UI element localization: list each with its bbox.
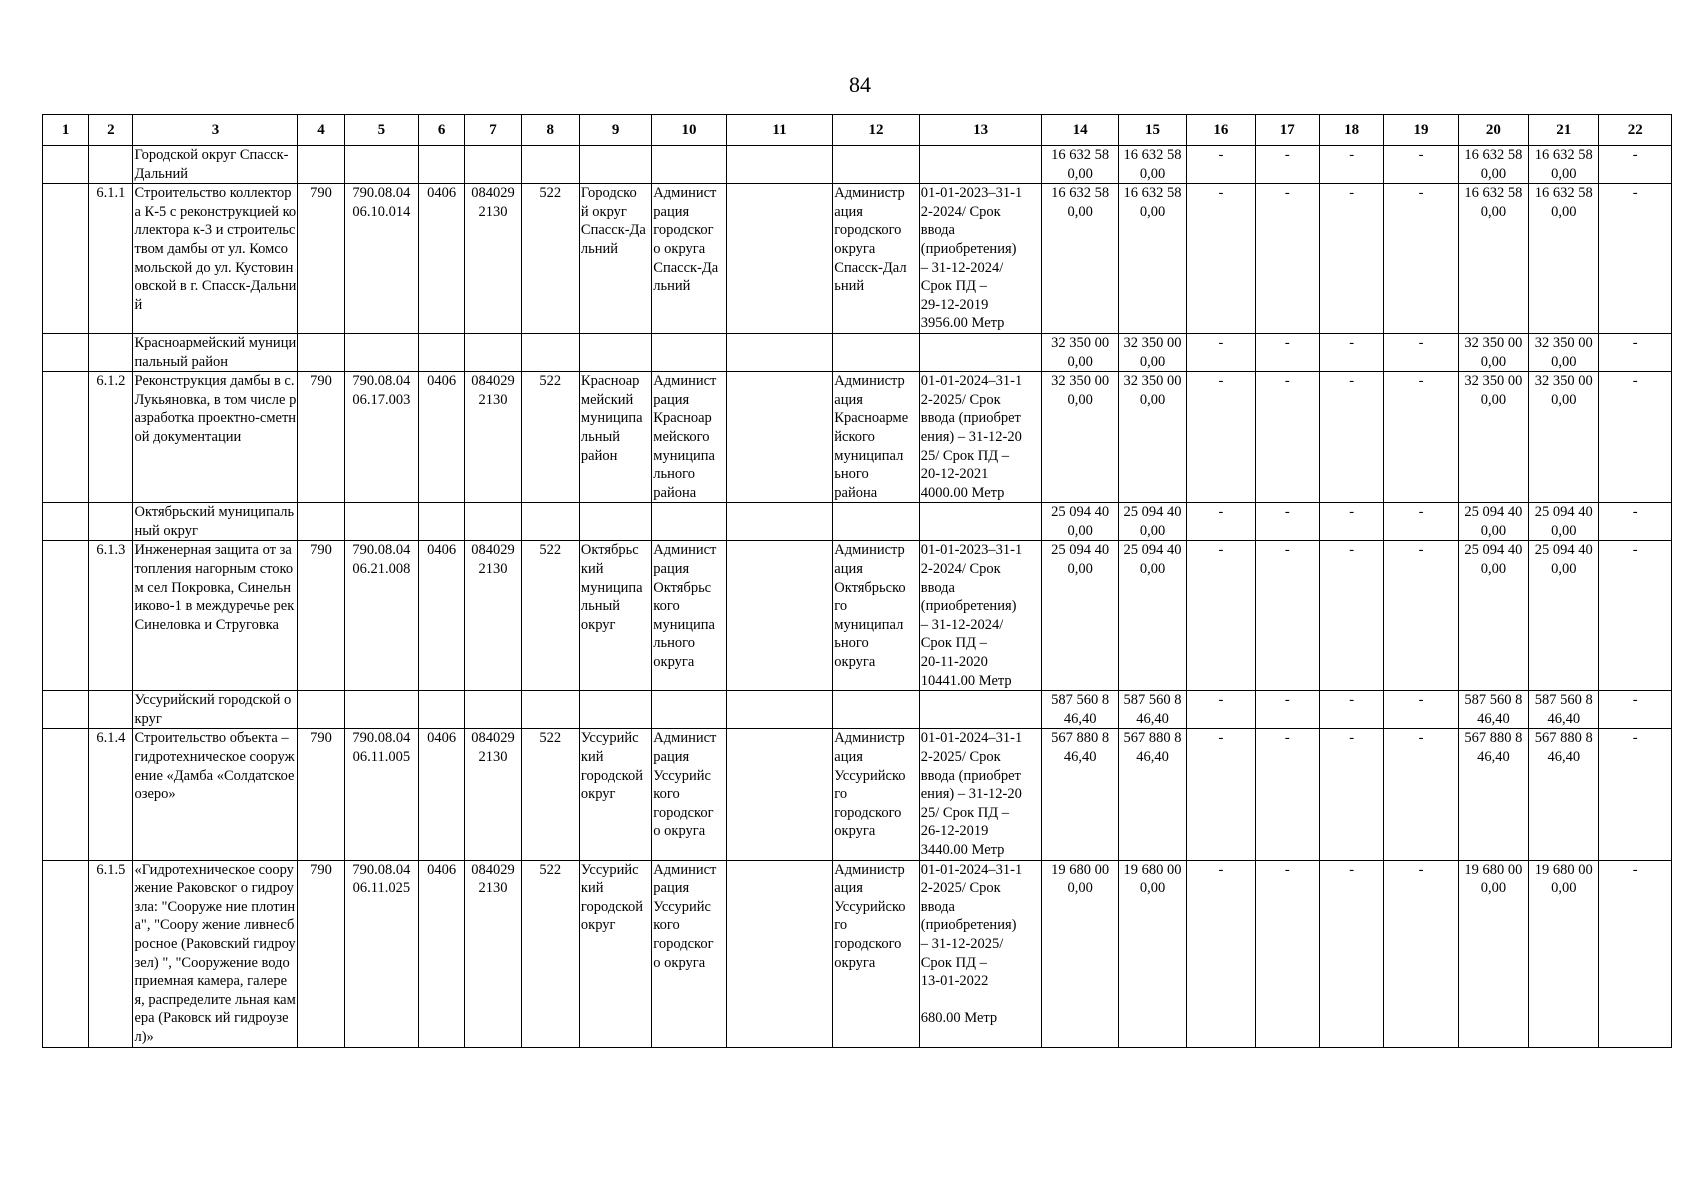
- cell-col-4: 790: [298, 184, 344, 334]
- cell-col-8: 522: [521, 729, 579, 860]
- cell-col-7: [465, 503, 521, 541]
- cell-col-21: 32 350 00 0,00: [1529, 333, 1599, 371]
- column-header-6: 6: [419, 115, 465, 146]
- cell-col-9: Красноар мейский муниципа льный район: [579, 372, 651, 503]
- cell-col-6: [419, 691, 465, 729]
- cell-col-14: 25 094 40 0,00: [1042, 541, 1118, 691]
- cell-col-9: Октябрьс кий муниципа льный округ: [579, 541, 651, 691]
- cell-col-2: [89, 146, 133, 184]
- cell-col-11: [726, 729, 833, 860]
- cell-col-1: [43, 860, 89, 1047]
- cell-col-4: [298, 333, 344, 371]
- cell-col-17: -: [1255, 860, 1319, 1047]
- cell-col-13: [919, 333, 1042, 371]
- column-header-10: 10: [652, 115, 726, 146]
- cell-col-12: Администр ация Красноарме йского муниципал ьного района: [833, 372, 919, 503]
- column-header-9: 9: [579, 115, 651, 146]
- cell-col-20: 16 632 58 0,00: [1458, 146, 1528, 184]
- cell-col-22: -: [1599, 860, 1672, 1047]
- cell-col-9: [579, 691, 651, 729]
- cell-col-13: 01-01-2024–31-1 2-2025/ Срок ввода (приобрет ения) – 31-12-20 25/ Срок ПД – 20-12-2021 4000.00 Метр: [919, 372, 1042, 503]
- column-header-3: 3: [133, 115, 298, 146]
- column-header-14: 14: [1042, 115, 1118, 146]
- cell-col-17: -: [1255, 729, 1319, 860]
- header-row: [43, 115, 1672, 146]
- cell-col-3: Октябрьский муниципальный округ: [133, 503, 298, 541]
- cell-col-5: 790.08.04 06.21.008: [344, 541, 418, 691]
- cell-col-22: -: [1599, 541, 1672, 691]
- column-header-8: 8: [521, 115, 579, 146]
- cell-col-18: -: [1319, 503, 1383, 541]
- cell-col-1: [43, 541, 89, 691]
- cell-col-8: 522: [521, 372, 579, 503]
- cell-col-14: 32 350 00 0,00: [1042, 333, 1118, 371]
- cell-col-12: Администр ация городского округа Спасск-Дал ьний: [833, 184, 919, 334]
- cell-col-14: 587 560 8 46,40: [1042, 691, 1118, 729]
- cell-col-21: 25 094 40 0,00: [1529, 541, 1599, 691]
- cell-col-16: -: [1187, 146, 1255, 184]
- cell-col-22: -: [1599, 372, 1672, 503]
- table-row: [43, 860, 1672, 1047]
- cell-col-13: 01-01-2024–31-1 2-2025/ Срок ввода (приобретения) – 31-12-2025/ Срок ПД – 13-01-2022 680.00 Метр: [919, 860, 1042, 1047]
- column-header-13: 13: [919, 115, 1042, 146]
- cell-col-6: 0406: [419, 372, 465, 503]
- budget-table: [42, 114, 1672, 1048]
- cell-col-16: -: [1187, 503, 1255, 541]
- cell-col-5: [344, 691, 418, 729]
- cell-col-4: 790: [298, 372, 344, 503]
- cell-col-10: [652, 146, 726, 184]
- cell-col-15: 19 680 00 0,00: [1118, 860, 1186, 1047]
- cell-col-12: [833, 503, 919, 541]
- column-header-12: 12: [833, 115, 919, 146]
- cell-col-22: -: [1599, 691, 1672, 729]
- cell-col-21: 25 094 40 0,00: [1529, 503, 1599, 541]
- cell-col-19: -: [1384, 860, 1458, 1047]
- cell-col-5: 790.08.04 06.17.003: [344, 372, 418, 503]
- cell-col-19: -: [1384, 503, 1458, 541]
- cell-col-18: -: [1319, 691, 1383, 729]
- cell-col-12: [833, 333, 919, 371]
- column-header-7: 7: [465, 115, 521, 146]
- cell-col-10: Админист рация городског о округа Спасск-Да льний: [652, 184, 726, 334]
- cell-col-5: 790.08.04 06.11.005: [344, 729, 418, 860]
- cell-col-7: 084029 2130: [465, 184, 521, 334]
- cell-col-12: [833, 146, 919, 184]
- cell-col-13: [919, 691, 1042, 729]
- group-row: [43, 503, 1672, 541]
- cell-col-19: -: [1384, 184, 1458, 334]
- cell-col-6: [419, 146, 465, 184]
- cell-col-22: -: [1599, 146, 1672, 184]
- cell-col-6: [419, 333, 465, 371]
- cell-col-16: -: [1187, 729, 1255, 860]
- column-header-21: 21: [1529, 115, 1599, 146]
- cell-col-13: 01-01-2023–31-1 2-2024/ Срок ввода (приобретения) – 31-12-2024/ Срок ПД – 20-11-2020 10441.00 Метр: [919, 541, 1042, 691]
- cell-col-11: [726, 691, 833, 729]
- cell-col-13: 01-01-2023–31-1 2-2024/ Срок ввода (приобретения) – 31-12-2024/ Срок ПД – 29-12-2019 3956.00 Метр: [919, 184, 1042, 334]
- cell-col-10: [652, 691, 726, 729]
- cell-col-12: [833, 691, 919, 729]
- cell-col-16: -: [1187, 860, 1255, 1047]
- cell-col-18: -: [1319, 146, 1383, 184]
- table-row: [43, 184, 1672, 334]
- column-header-15: 15: [1118, 115, 1186, 146]
- cell-col-6: 0406: [419, 729, 465, 860]
- cell-col-1: [43, 146, 89, 184]
- cell-col-17: -: [1255, 184, 1319, 334]
- cell-col-1: [43, 333, 89, 371]
- cell-col-18: -: [1319, 860, 1383, 1047]
- cell-col-14: 16 632 58 0,00: [1042, 184, 1118, 334]
- cell-col-1: [43, 184, 89, 334]
- cell-col-6: 0406: [419, 184, 465, 334]
- cell-col-9: [579, 333, 651, 371]
- column-header-19: 19: [1384, 115, 1458, 146]
- cell-col-2: [89, 503, 133, 541]
- cell-col-14: 32 350 00 0,00: [1042, 372, 1118, 503]
- cell-col-15: 16 632 58 0,00: [1118, 184, 1186, 334]
- cell-col-10: Админист рация Уссурийс кого городског о округа: [652, 860, 726, 1047]
- cell-col-16: -: [1187, 691, 1255, 729]
- column-header-11: 11: [726, 115, 833, 146]
- cell-col-17: -: [1255, 541, 1319, 691]
- cell-col-10: Админист рация Уссурийс кого городског о округа: [652, 729, 726, 860]
- cell-col-11: [726, 146, 833, 184]
- cell-col-10: [652, 503, 726, 541]
- cell-col-10: Админист рация Октябрьс кого муниципа льного округа: [652, 541, 726, 691]
- column-header-20: 20: [1458, 115, 1528, 146]
- cell-col-20: 19 680 00 0,00: [1458, 860, 1528, 1047]
- cell-col-20: 32 350 00 0,00: [1458, 333, 1528, 371]
- cell-col-12: Администр ация Уссурийско го городского округа: [833, 860, 919, 1047]
- cell-col-19: -: [1384, 541, 1458, 691]
- cell-col-15: 25 094 40 0,00: [1118, 541, 1186, 691]
- cell-col-11: [726, 333, 833, 371]
- cell-col-14: 567 880 8 46,40: [1042, 729, 1118, 860]
- cell-col-18: -: [1319, 541, 1383, 691]
- cell-col-6: 0406: [419, 860, 465, 1047]
- cell-col-5: 790.08.04 06.10.014: [344, 184, 418, 334]
- cell-col-2: 6.1.2: [89, 372, 133, 503]
- cell-col-5: [344, 146, 418, 184]
- cell-col-15: 32 350 00 0,00: [1118, 372, 1186, 503]
- table-row: [43, 372, 1672, 503]
- cell-col-13: [919, 503, 1042, 541]
- column-header-22: 22: [1599, 115, 1672, 146]
- cell-col-16: -: [1187, 372, 1255, 503]
- column-header-17: 17: [1255, 115, 1319, 146]
- cell-col-20: 32 350 00 0,00: [1458, 372, 1528, 503]
- cell-col-22: -: [1599, 729, 1672, 860]
- cell-col-5: 790.08.04 06.11.025: [344, 860, 418, 1047]
- cell-col-2: 6.1.3: [89, 541, 133, 691]
- cell-col-2: 6.1.5: [89, 860, 133, 1047]
- cell-col-3: Красноармейский муниципальный район: [133, 333, 298, 371]
- cell-col-13: [919, 146, 1042, 184]
- cell-col-17: -: [1255, 372, 1319, 503]
- cell-col-20: 16 632 58 0,00: [1458, 184, 1528, 334]
- cell-col-7: 084029 2130: [465, 860, 521, 1047]
- cell-col-4: [298, 503, 344, 541]
- cell-col-4: 790: [298, 729, 344, 860]
- cell-col-3: Уссурийский городской округ: [133, 691, 298, 729]
- cell-col-5: [344, 503, 418, 541]
- cell-col-3: Строительство объекта – гидротехническое сооружение «Дамба «Солдатское озеро»: [133, 729, 298, 860]
- cell-col-6: [419, 503, 465, 541]
- cell-col-20: 587 560 8 46,40: [1458, 691, 1528, 729]
- column-header-1: 1: [43, 115, 89, 146]
- cell-col-16: -: [1187, 184, 1255, 334]
- cell-col-10: Админист рация Красноар мейского муниципа льного района: [652, 372, 726, 503]
- cell-col-2: [89, 691, 133, 729]
- cell-col-9: Городско й округ Спасск-Да льний: [579, 184, 651, 334]
- cell-col-10: [652, 333, 726, 371]
- cell-col-18: -: [1319, 333, 1383, 371]
- page-number: 84: [849, 72, 871, 97]
- column-header-5: 5: [344, 115, 418, 146]
- cell-col-15: 567 880 8 46,40: [1118, 729, 1186, 860]
- cell-col-21: 16 632 58 0,00: [1529, 146, 1599, 184]
- cell-col-20: 567 880 8 46,40: [1458, 729, 1528, 860]
- cell-col-21: 19 680 00 0,00: [1529, 860, 1599, 1047]
- table-row: [43, 729, 1672, 860]
- cell-col-3: Городской округ Спасск-Дальний: [133, 146, 298, 184]
- cell-col-15: 587 560 8 46,40: [1118, 691, 1186, 729]
- cell-col-1: [43, 503, 89, 541]
- cell-col-9: [579, 146, 651, 184]
- cell-col-21: 32 350 00 0,00: [1529, 372, 1599, 503]
- cell-col-16: -: [1187, 541, 1255, 691]
- cell-col-4: 790: [298, 860, 344, 1047]
- cell-col-11: [726, 860, 833, 1047]
- cell-col-11: [726, 184, 833, 334]
- cell-col-17: -: [1255, 503, 1319, 541]
- cell-col-11: [726, 541, 833, 691]
- cell-col-17: -: [1255, 691, 1319, 729]
- cell-col-11: [726, 503, 833, 541]
- group-row: [43, 691, 1672, 729]
- group-row: [43, 333, 1672, 371]
- table-row: [43, 541, 1672, 691]
- cell-col-4: [298, 691, 344, 729]
- cell-col-8: [521, 691, 579, 729]
- cell-col-9: Уссурийс кий городской округ: [579, 860, 651, 1047]
- cell-col-5: [344, 333, 418, 371]
- cell-col-3: Реконструкция дамбы в с. Лукьяновка, в том числе разработка проектно-сметной документации: [133, 372, 298, 503]
- cell-col-22: -: [1599, 184, 1672, 334]
- cell-col-15: 16 632 58 0,00: [1118, 146, 1186, 184]
- cell-col-22: -: [1599, 333, 1672, 371]
- cell-col-1: [43, 691, 89, 729]
- cell-col-16: -: [1187, 333, 1255, 371]
- cell-col-15: 25 094 40 0,00: [1118, 503, 1186, 541]
- cell-col-8: 522: [521, 541, 579, 691]
- cell-col-1: [43, 372, 89, 503]
- cell-col-7: 084029 2130: [465, 729, 521, 860]
- cell-col-14: 16 632 58 0,00: [1042, 146, 1118, 184]
- cell-col-18: -: [1319, 184, 1383, 334]
- cell-col-2: [89, 333, 133, 371]
- cell-col-21: 587 560 8 46,40: [1529, 691, 1599, 729]
- cell-col-9: [579, 503, 651, 541]
- cell-col-19: -: [1384, 333, 1458, 371]
- cell-col-8: [521, 333, 579, 371]
- cell-col-7: [465, 691, 521, 729]
- cell-col-14: 25 094 40 0,00: [1042, 503, 1118, 541]
- table-body: [43, 146, 1672, 1048]
- cell-col-7: 084029 2130: [465, 541, 521, 691]
- cell-col-4: 790: [298, 541, 344, 691]
- cell-col-19: -: [1384, 729, 1458, 860]
- cell-col-7: 084029 2130: [465, 372, 521, 503]
- cell-col-21: 567 880 8 46,40: [1529, 729, 1599, 860]
- cell-col-7: [465, 333, 521, 371]
- cell-col-1: [43, 729, 89, 860]
- cell-col-11: [726, 372, 833, 503]
- cell-col-7: [465, 146, 521, 184]
- column-header-2: 2: [89, 115, 133, 146]
- cell-col-13: 01-01-2024–31-1 2-2025/ Срок ввода (приобрет ения) – 31-12-20 25/ Срок ПД – 26-12-2019 3440.00 Метр: [919, 729, 1042, 860]
- cell-col-12: Администр ация Октябрьско го муниципал ьного округа: [833, 541, 919, 691]
- cell-col-2: 6.1.1: [89, 184, 133, 334]
- column-header-4: 4: [298, 115, 344, 146]
- cell-col-20: 25 094 40 0,00: [1458, 503, 1528, 541]
- cell-col-3: Инженерная защита от затопления нагорным стоком сел Покровка, Синельниково-1 в междуречье рек Синеловка и Струговка: [133, 541, 298, 691]
- group-row: [43, 146, 1672, 184]
- cell-col-6: 0406: [419, 541, 465, 691]
- column-header-16: 16: [1187, 115, 1255, 146]
- cell-col-19: -: [1384, 691, 1458, 729]
- cell-col-14: 19 680 00 0,00: [1042, 860, 1118, 1047]
- cell-col-8: 522: [521, 184, 579, 334]
- cell-col-12: Администр ация Уссурийско го городского округа: [833, 729, 919, 860]
- cell-col-18: -: [1319, 729, 1383, 860]
- cell-col-21: 16 632 58 0,00: [1529, 184, 1599, 334]
- cell-col-9: Уссурийс кий городской округ: [579, 729, 651, 860]
- cell-col-19: -: [1384, 372, 1458, 503]
- column-header-18: 18: [1319, 115, 1383, 146]
- cell-col-3: «Гидротехническое сооружение Раковског о гидроузла: "Сооруже ние плотина", "Соору жение ливнесбросное (Раковский гидроузел) ", "Сооружение водоприемная камера, галерея, распределите льная камера (Раковск ий гидроузел)»: [133, 860, 298, 1047]
- cell-col-8: 522: [521, 860, 579, 1047]
- cell-col-17: -: [1255, 146, 1319, 184]
- cell-col-4: [298, 146, 344, 184]
- cell-col-17: -: [1255, 333, 1319, 371]
- cell-col-15: 32 350 00 0,00: [1118, 333, 1186, 371]
- cell-col-3: Строительство коллектора К-5 с реконструкцией коллектора к-3 и строительством дамбы от ул. Комсомольской до ул. Кустовиновской в г. Спасск-Дальний: [133, 184, 298, 334]
- cell-col-8: [521, 503, 579, 541]
- cell-col-2: 6.1.4: [89, 729, 133, 860]
- cell-col-8: [521, 146, 579, 184]
- cell-col-22: -: [1599, 503, 1672, 541]
- cell-col-18: -: [1319, 372, 1383, 503]
- cell-col-20: 25 094 40 0,00: [1458, 541, 1528, 691]
- cell-col-19: -: [1384, 146, 1458, 184]
